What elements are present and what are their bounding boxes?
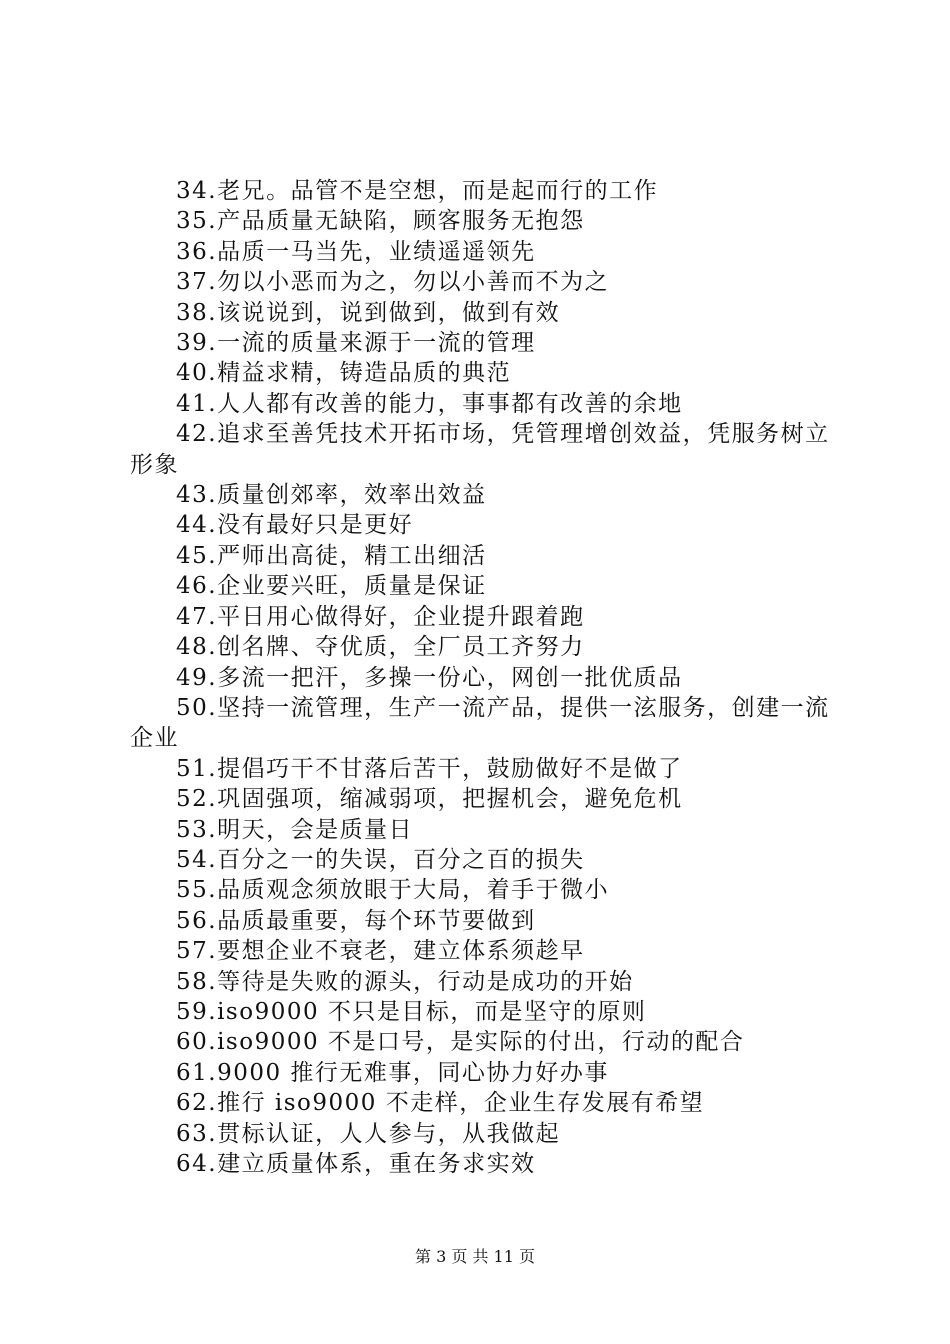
slogan-paragraph: 51.提倡巧干不甘落后苦干，鼓励做好不是做了	[176, 755, 683, 782]
slogan-paragraph: 35.产品质量无缺陷，顾客服务无抱怨	[176, 208, 585, 235]
slogan-paragraph: 59.iso9000 不只是目标，而是坚守的原则	[176, 998, 647, 1025]
slogan-paragraph: 62.推行 iso9000 不走样，企业生存发展有希望	[176, 1090, 705, 1117]
slogan-paragraph: 39.一流的质量来源于一流的管理	[176, 330, 536, 357]
slogan-paragraph: 40.精益求精，铸造品质的典范	[176, 360, 512, 387]
slogan-paragraph: 37.勿以小恶而为之，勿以小善而不为之	[176, 269, 610, 296]
document-body	[130, 176, 830, 1179]
slogan-paragraph: 53.明天，会是质量日	[176, 816, 414, 843]
slogan-paragraph: 61.9000 推行无难事，同心协力好办事	[176, 1059, 609, 1086]
slogan-paragraph: 60.iso9000 不是口号，是实际的付出，行动的配合	[176, 1029, 745, 1056]
slogan-paragraph: 48.创名牌、夺优质，全厂员工齐努力	[176, 634, 585, 661]
slogan-paragraph: 50.坚持一流管理，生产一流产品，提供一泫服务，创建一流企业	[130, 694, 830, 752]
slogan-paragraph: 56.品质最重要，每个环节要做到	[176, 907, 536, 934]
slogan-paragraph: 42.追求至善凭技术开拓市场，凭管理增创效益，凭服务树立形象	[130, 421, 830, 478]
slogan-paragraph: 52.巩固强项，缩减弱项，把握机会，避免危机	[176, 786, 683, 813]
slogan-paragraph: 46.企业要兴旺，质量是保证	[176, 573, 487, 600]
slogan-paragraph: 54.百分之一的失误，百分之百的损失	[176, 846, 585, 873]
page-footer: 第 3 页 共 11 页	[415, 1247, 535, 1266]
slogan-paragraph: 45.严师出高徒，精工出细活	[176, 542, 487, 569]
slogan-paragraph: 64.建立质量体系，重在务求实效	[176, 1151, 536, 1177]
slogan-paragraph: 55.品质观念须放眼于大局，着手于微小	[176, 877, 610, 904]
slogan-paragraph: 41.人人都有改善的能力，事事都有改善的余地	[176, 390, 683, 417]
slogan-paragraph: 58.等待是失败的源头，行动是成功的开始	[176, 968, 634, 995]
slogan-paragraph: 38.该说说到，说到做到，做到有效	[176, 299, 561, 326]
slogan-paragraph: 44.没有最好只是更好	[176, 512, 414, 539]
slogan-paragraph: 36.品质一马当先，业绩遥遥领先	[176, 238, 536, 265]
slogan-paragraph: 57.要想企业不衰老，建立体系须趁早	[176, 938, 585, 965]
slogan-paragraph: 49.多流一把汗，多操一份心，网创一批优质品	[176, 664, 683, 691]
slogan-paragraph: 47.平日用心做得好，企业提升跟着跑	[176, 603, 585, 630]
slogan-paragraph: 43.质量创郊率，效率出效益	[176, 482, 487, 509]
slogan-paragraph: 63.贯标认证，人人参与，从我做起	[176, 1120, 561, 1147]
slogan-paragraph: 34.老兄。品管不是空想，而是起而行的工作	[176, 178, 659, 204]
